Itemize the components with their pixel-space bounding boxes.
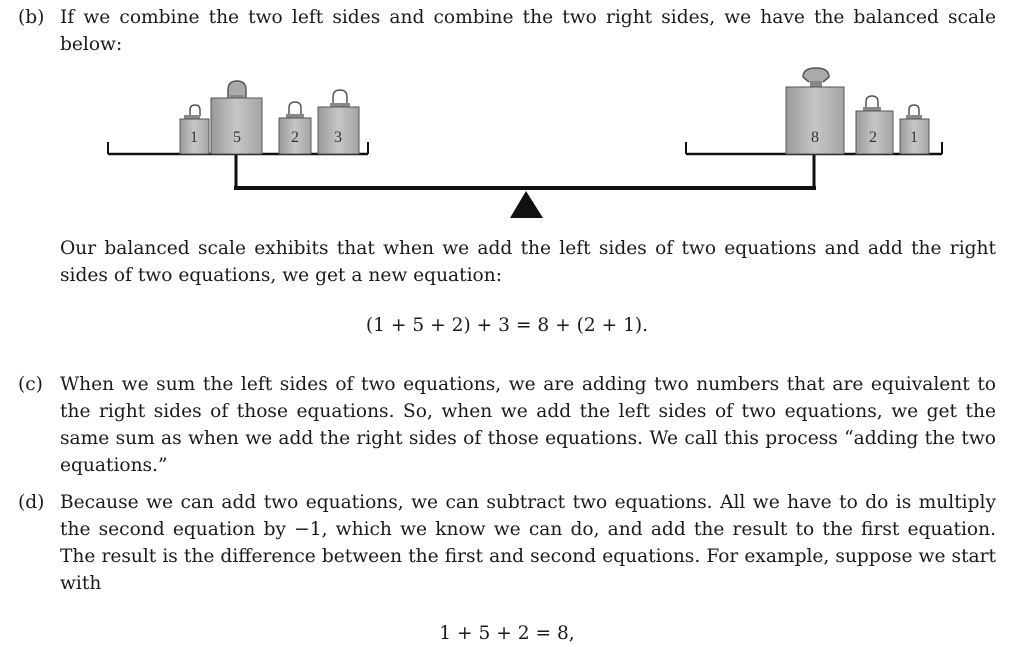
weight-label-right-2: 2 [869,129,877,146]
weight-label-left-2: 2 [291,129,299,146]
equation-example-start: 1 + 5 + 2 = 8, [439,623,575,644]
paragraph-b-followup-text: Our balanced scale exhibits that when we add the left sides of two equations and add the right sides of two equations, we get a new equation: [60,238,996,286]
weight-label-left-1: 1 [190,129,198,146]
paragraph-b-label: (b) [18,7,45,28]
paragraph-c [18,371,996,479]
paragraph-b-text: If we combine the two left sides and combine the two right sides, we have the balanced scale below: [60,7,996,55]
weight-label-left-5: 5 [233,129,241,146]
paragraph-d [18,489,996,597]
weight-label-right-8: 8 [811,129,819,146]
paragraph-b [18,4,996,58]
paragraph-b-followup [18,235,996,289]
equation-combined: (1 + 5 + 2) + 3 = 8 + (2 + 1). [365,315,649,336]
weight-label-right-1: 1 [910,129,918,146]
paragraph-c-text: When we sum the left sides of two equations, we are adding two numbers that are equivalent to the right sides of those equations. So, when we add the left sides of two equations, we get the same sum as when we add the right sides of those equations. We call this process “adding the two equations.” [60,374,996,476]
paragraph-c-label: (c) [18,374,43,395]
weight-label-left-3: 3 [334,129,342,146]
paragraph-d-label: (d) [18,492,45,513]
paragraph-d-text: Because we can add two equations, we can subtract two equations. All we have to do is multiply the second equation by −1, which we know we can do, and add the result to the first equation. The result is the difference between the first and second equations. For example, suppose we start with [60,492,996,594]
weight-left-2 [279,102,311,154]
balance-scale-figure [0,60,1014,225]
fulcrum [510,191,543,218]
